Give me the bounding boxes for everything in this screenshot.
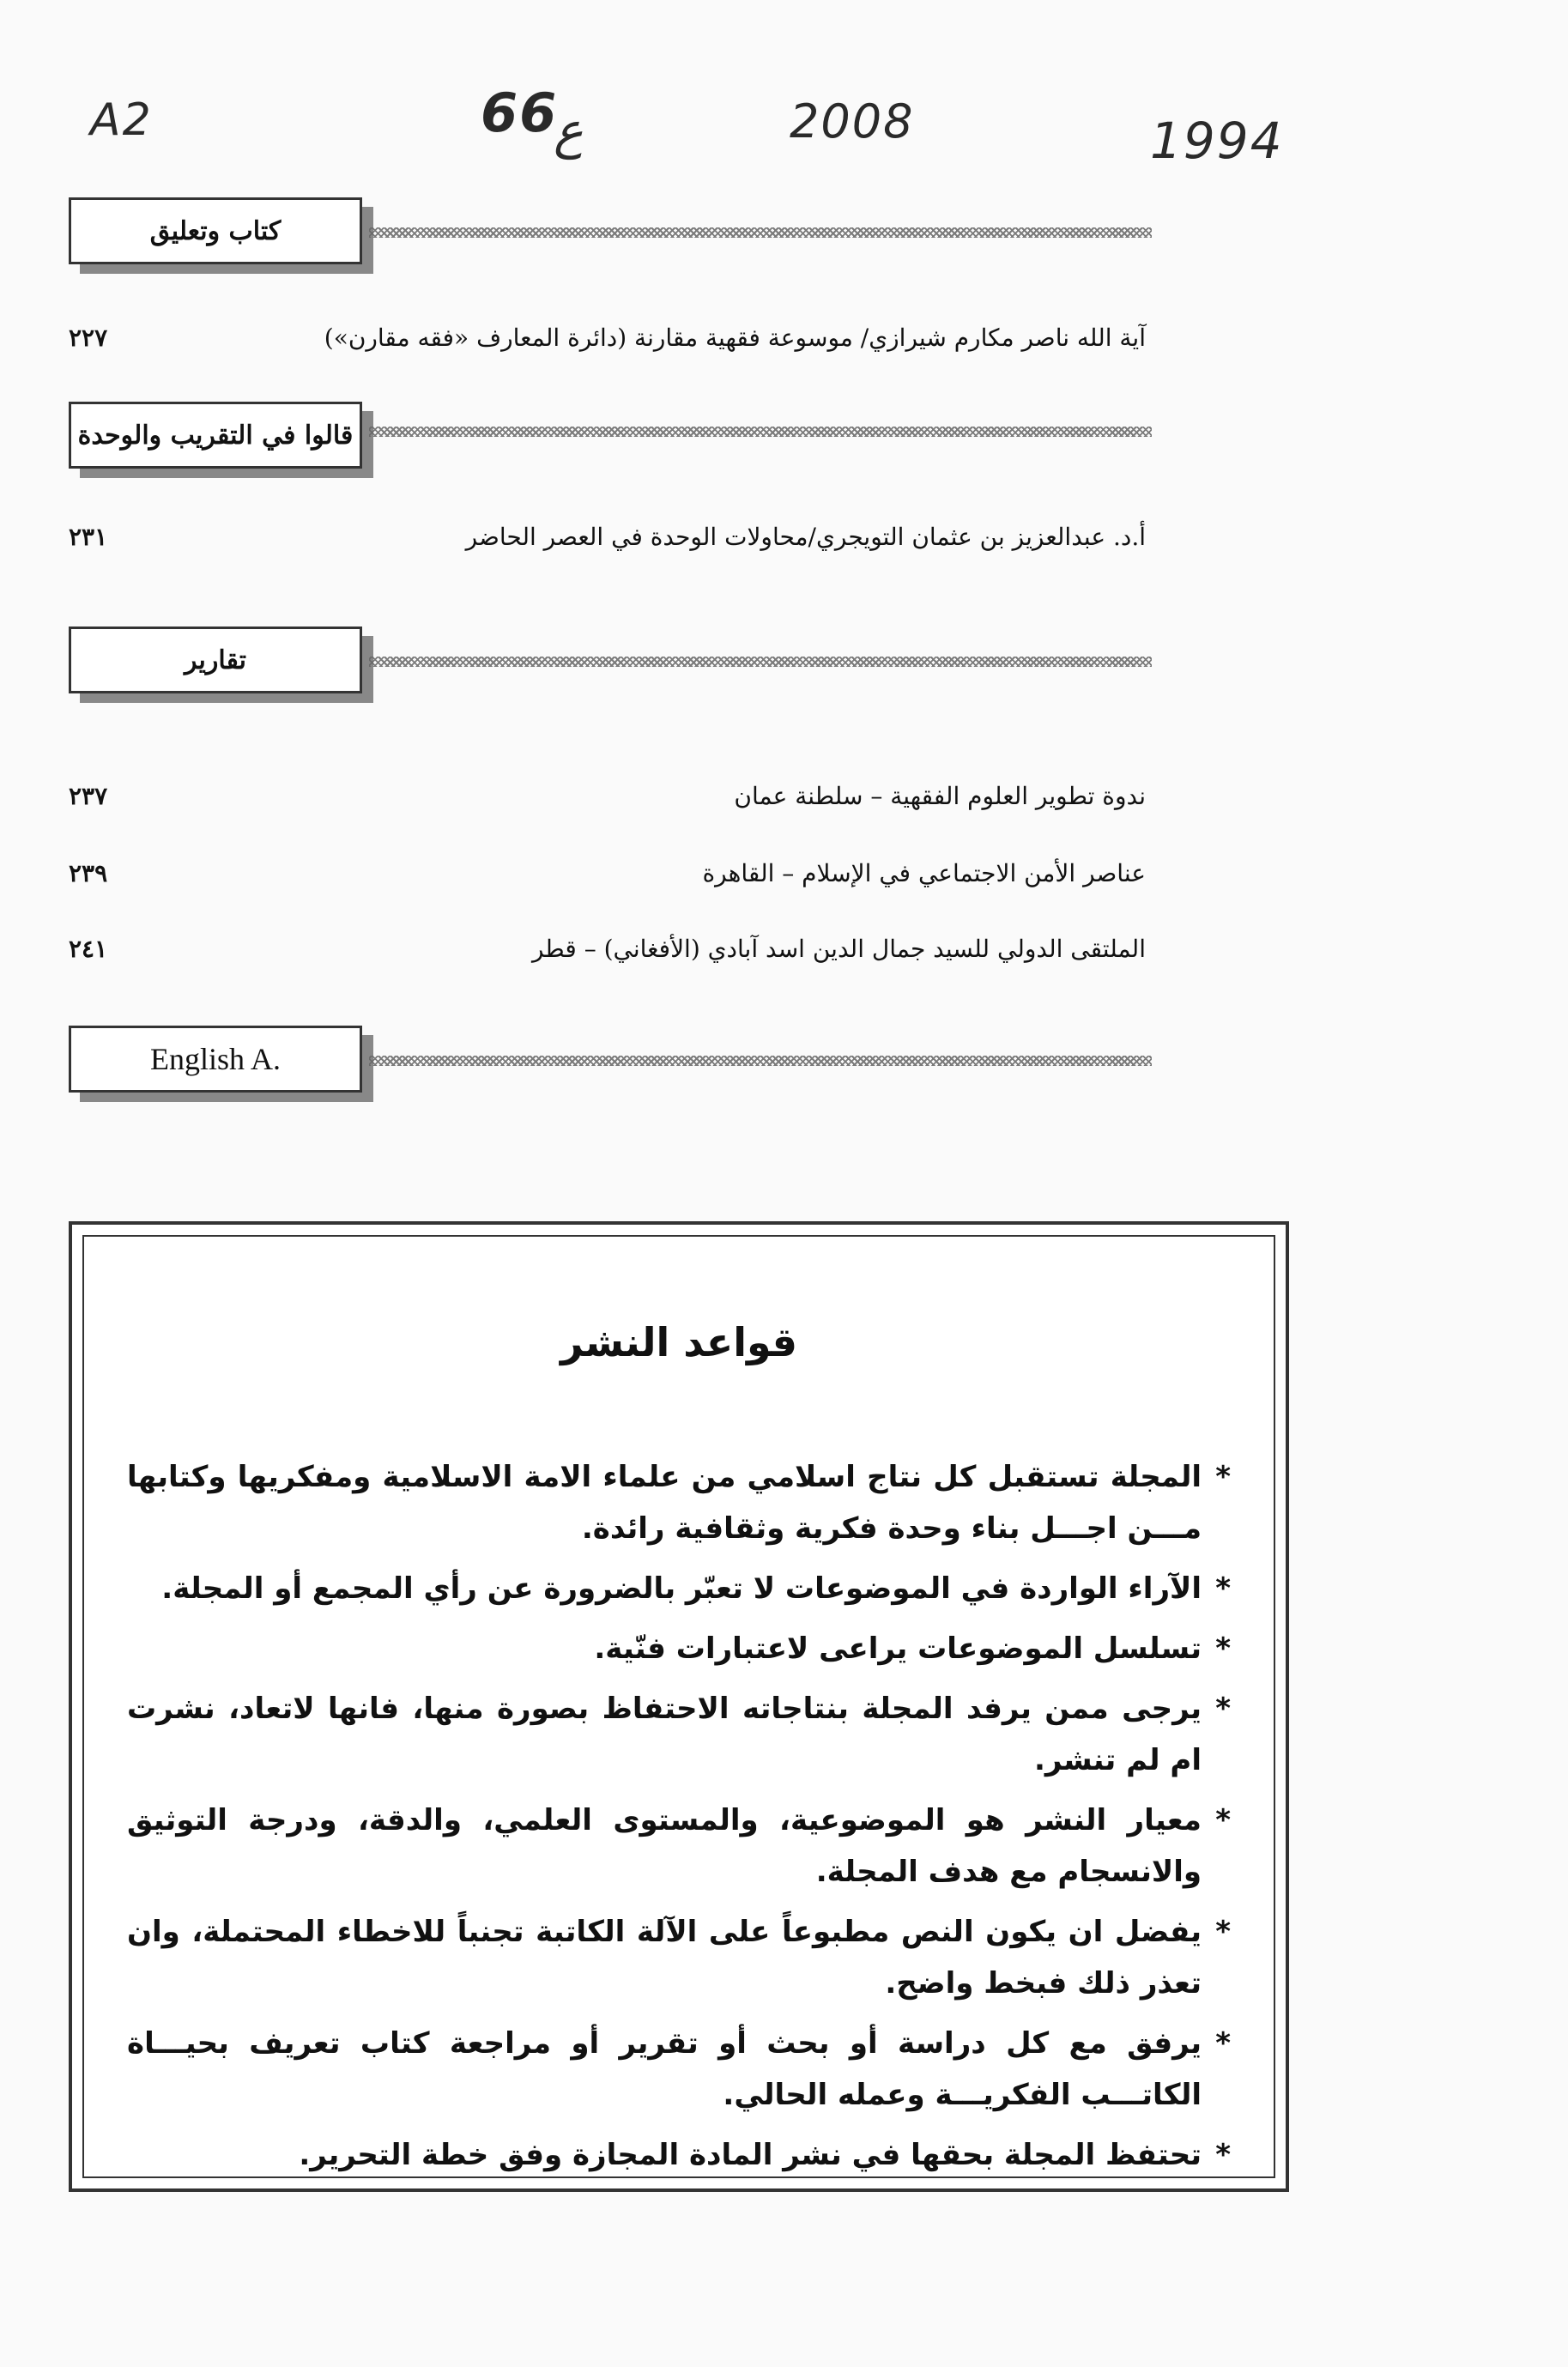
toc-entry[interactable] [69, 927, 1146, 970]
section-heading-reports [69, 627, 362, 693]
publishing-rules-list [127, 1451, 1231, 2189]
toc-entry[interactable] [69, 774, 1146, 817]
toc-entry-title: الملتقى الدولي للسيد جمال الدين اسد آبادي (الأفغاني) – قطر [531, 934, 1146, 963]
rule-item: * تحتفظ المجلة بحقها في نشر المادة المجازة وفق خطة التحرير. [127, 2129, 1231, 2181]
rule-item: * يرجى ممن يرفد المجلة بنتاجاته الاحتفاظ بصورة منها، فانها لاتعاد، نشرت ام لم تنشر. [127, 1683, 1231, 1786]
rule-item: * تسلسل الموضوعات يراعى لاعتبارات فنّية. [127, 1623, 1231, 1674]
section-heading-rapprochement [69, 402, 362, 469]
toc-entry[interactable] [69, 515, 1146, 558]
toc-entry[interactable] [69, 316, 1146, 359]
section-divider [369, 657, 1152, 667]
section-divider [369, 1056, 1152, 1066]
toc-entry[interactable] [69, 851, 1146, 894]
toc-entry-page: ٢٤١ [69, 934, 108, 963]
toc-entry-title: أ.د. عبدالعزيز بن عثمان التويجري/محاولات الوحدة في العصر الحاضر [465, 522, 1146, 551]
rule-item: * المجلة تستقبل كل نتاج اسلامي من علماء الامة الاسلامية ومفكريها وكتابها مـــن اجـــل بناء وحدة فكرية وثقافية رائدة. [127, 1451, 1231, 1554]
toc-entry-page: ٢٣٩ [69, 858, 108, 887]
section-divider [369, 427, 1152, 437]
section-heading-label: قالوا في التقريب والوحدة [77, 420, 354, 451]
toc-entry-title: ندوة تطوير العلوم الفقهية – سلطنة عمان [734, 781, 1146, 810]
rule-item: * الآراء الواردة في الموضوعات لا تعبّر بالضرورة عن رأي المجمع أو المجلة. [127, 1563, 1231, 1614]
rule-item: * معيار النشر هو الموضوعية، والمستوى العلمي، والدقة، ودرجة التوثيق والانسجام مع هدف المجلة. [127, 1795, 1231, 1898]
section-heading-label: تقارير [184, 645, 247, 675]
handwritten-year: 2008 [790, 94, 915, 148]
handwritten-ref: 1994 [1150, 112, 1284, 170]
handwritten-number: 66 [481, 82, 559, 144]
toc-entry-title: آية الله ناصر مكارم شيرازي/ موسوعة فقهية مقارنة (دائرة المعارف «فقه مقارن») [324, 323, 1146, 352]
rule-item: * يفضل ان يكون النص مطبوعاً على الآلة الكاتبة تجنباً للاخطاء المحتملة، وان تعذر ذلك فبخط واضح. [127, 1906, 1231, 2009]
toc-entry-title: عناصر الأمن الاجتماعي في الإسلام – القاهرة [702, 858, 1146, 887]
section-heading-english [69, 1026, 362, 1093]
handwritten-code: A2 [90, 94, 153, 146]
toc-entry-page: ٢٣١ [69, 522, 108, 551]
handwritten-letter: ع [554, 101, 584, 160]
rule-item: * يرفق مع كل دراسة أو بحث أو تقرير أو مراجعة كتاب تعريف بحيـــاة الكاتـــب الفكريـــة وعمله الحالي. [127, 2018, 1231, 2121]
section-heading-label: English A. [149, 1042, 281, 1076]
publishing-rules-box [69, 1221, 1289, 2192]
toc-entry-page: ٢٣٧ [69, 781, 108, 810]
publishing-rules-inner-border [82, 1235, 1275, 2178]
section-heading-label: كتاب وتعليق [149, 215, 282, 246]
publishing-rules-title: قواعد النشر [560, 1319, 797, 1365]
toc-entry-page: ٢٢٧ [69, 323, 108, 352]
section-divider [369, 227, 1152, 238]
section-heading-book-review [69, 197, 362, 264]
